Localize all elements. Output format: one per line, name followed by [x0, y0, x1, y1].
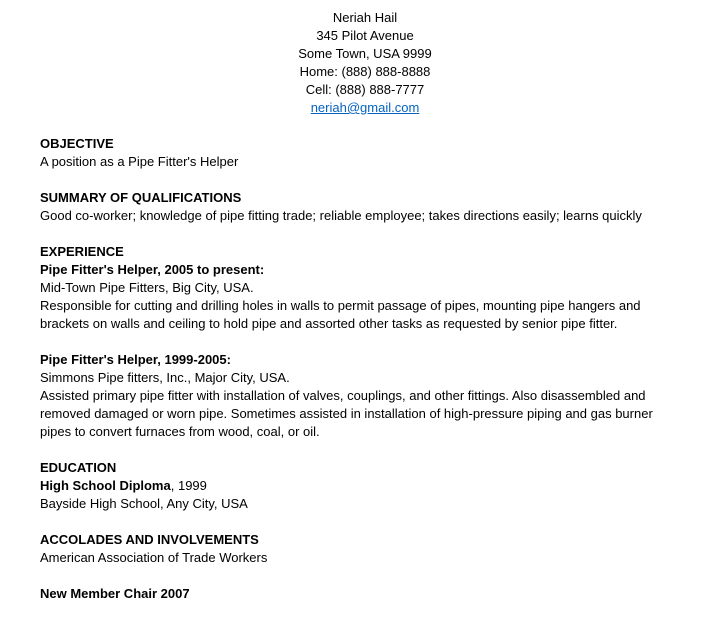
spacer: [40, 225, 690, 243]
spacer: [40, 333, 690, 351]
spacer: [40, 171, 690, 189]
job-description-line: brackets on walls and ceiling to hold pipe and assorted other tasks as requested by senior pipe fitter.: [40, 316, 618, 331]
contact-header: [40, 9, 690, 117]
job-title: Pipe Fitter's Helper, 2005 to present:: [40, 262, 265, 277]
summary-heading: SUMMARY OF QUALIFICATIONS: [40, 190, 242, 205]
spacer: [40, 513, 690, 531]
education-heading: EDUCATION: [40, 460, 117, 475]
job-description-line: Responsible for cutting and drilling holes in walls to permit passage of pipes, mounting pipe hangers and: [40, 298, 641, 313]
objective-heading: OBJECTIVE: [40, 136, 114, 151]
degree-year: , 1999: [170, 478, 207, 493]
job-title: Pipe Fitter's Helper, 1999-2005:: [40, 352, 231, 367]
summary-text: Good co-worker; knowledge of pipe fitting trade; reliable employee; takes directions easily; learns quickly: [40, 208, 642, 223]
job-company: Simmons Pipe fitters, Inc., Major City, USA.: [40, 370, 290, 385]
contact-cell-phone: Cell: (888) 888-7777: [305, 82, 425, 97]
education-degree-line: [40, 477, 690, 495]
experience-entry: [40, 351, 690, 441]
contact-city-state-zip: Some Town, USA 9999: [298, 46, 432, 61]
spacer: [40, 567, 690, 585]
job-description-line: pipes to convert furnaces from wood, coal, or oil.: [40, 424, 320, 439]
degree-name: High School Diploma: [40, 478, 171, 493]
contact-street: 345 Pilot Avenue: [316, 28, 414, 43]
email-link[interactable]: neriah@gmail.com: [310, 100, 420, 115]
spacer: [40, 117, 690, 135]
accolades-organization: American Association of Trade Workers: [40, 550, 268, 565]
objective-text: A position as a Pipe Fitter's Helper: [40, 154, 239, 169]
job-description-line: removed damaged or worn pipe. Sometimes assisted in installation of high-pressure piping and gas burner: [40, 406, 653, 421]
contact-email-line: [40, 99, 690, 117]
job-company: Mid-Town Pipe Fitters, Big City, USA.: [40, 280, 254, 295]
spacer: [40, 441, 690, 459]
experience-entry: [40, 261, 690, 333]
contact-name: Neriah Hail: [332, 10, 398, 25]
accolades-position: New Member Chair 2007: [40, 586, 190, 601]
job-description-line: Assisted primary pipe fitter with installation of valves, couplings, and other fittings. Also disassembled and: [40, 388, 646, 403]
accolades-heading: ACCOLADES AND INVOLVEMENTS: [40, 532, 259, 547]
resume-body: [40, 135, 690, 603]
contact-home-phone: Home: (888) 888-8888: [299, 64, 431, 79]
experience-heading: EXPERIENCE: [40, 244, 124, 259]
education-school: Bayside High School, Any City, USA: [40, 496, 248, 511]
